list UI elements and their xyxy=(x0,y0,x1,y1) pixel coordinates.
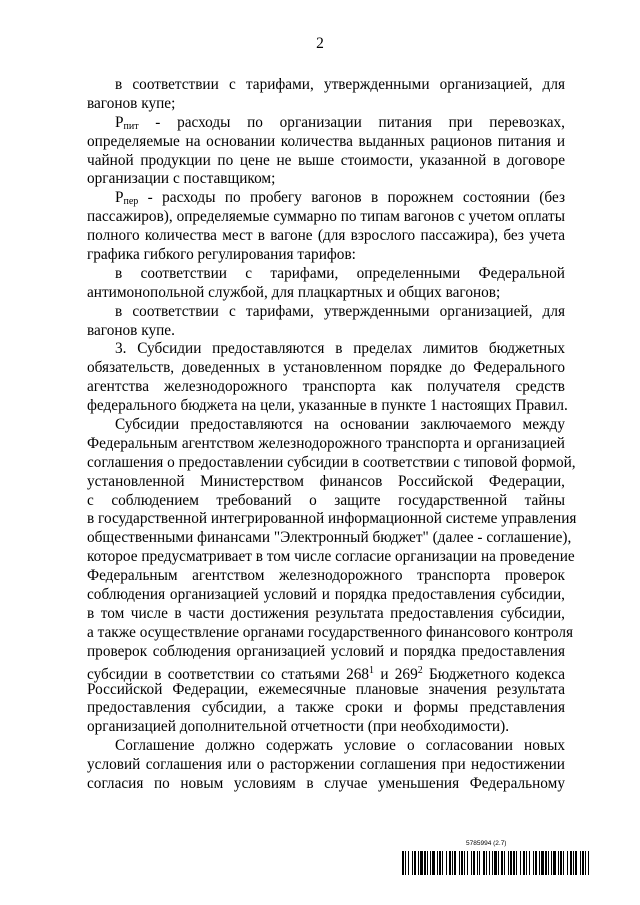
text-line: в соответствии с тарифами, утвержденными организацией, для xyxy=(115,76,565,93)
text-line: Рпер - расходы по пробегу вагонов в порожнем состоянии (без xyxy=(115,189,565,208)
text-line: организации с поставщиком; xyxy=(87,170,276,188)
text-line: а также осуществление органами государственного финансового контроля xyxy=(87,623,573,641)
text-line: обязательств, доведенных в установленном порядке до Федерального xyxy=(87,359,565,377)
text-line: общественными финансами "Электронный бюджет" (далее - соглашение), xyxy=(87,529,572,547)
text-line: Федеральным агентством железнодорожного транспорта проверок xyxy=(87,567,565,585)
text-line: чайной продукции по цене не выше стоимости, указанной в договоре xyxy=(87,151,565,169)
text-line: организацией дополнительной отчетности (при необходимости). xyxy=(87,718,510,736)
text-line: которое предусматривает в том числе согласие организации на проведение xyxy=(87,548,575,566)
text-line: Федеральным агентством железнодорожного транспорта и организацией xyxy=(87,434,565,452)
text-line: в соответствии с тарифами, утвержденными организацией, для xyxy=(115,302,565,320)
text-line: вагонов купе; xyxy=(87,94,176,112)
text-line: антимонопольной службой, для плацкартных и общих вагонов; xyxy=(87,283,501,301)
text-line: Субсидии предоставляются на основании заключаемого между xyxy=(115,416,565,434)
text-line: в соответствии с тарифами, определенными Федеральной xyxy=(115,264,565,282)
text-line: в том числе в части достижения результата предоставления субсидии, xyxy=(87,604,565,622)
page-number: 2 xyxy=(316,35,324,52)
text-line: полного количества мест в вагоне (для взрослого пассажира), без учета xyxy=(87,227,565,245)
symbol-p-pit: Рпит xyxy=(115,113,139,132)
text-line-statutes: субсидии в соответствии со статьями $268^1$ и $269^2$ Бюджетного кодекса xyxy=(87,664,565,683)
text-line: 3. Субсидии предоставляются в пределах лимитов бюджетных xyxy=(115,340,565,358)
symbol-p-per: Рпер xyxy=(115,189,139,208)
text-line: вагонов купе. xyxy=(87,321,175,339)
text-line: в государственной интегрированной информационной системе управления xyxy=(87,510,577,528)
barcode-image xyxy=(402,851,592,875)
text-line: графика гибкого регулирования тарифов: xyxy=(87,246,356,264)
text-line: проверок соблюдения организацией условий и порядка предоставления xyxy=(87,642,565,660)
document-code: 5785994 (2.7) xyxy=(466,840,507,847)
text-line: определяемые на основании количества выданных рационов питания и xyxy=(87,132,565,150)
text-line: согласия по новым условиям в случае уменьшения Федеральному xyxy=(87,774,565,792)
text-line: Соглашение должно содержать условие о согласовании новых xyxy=(115,737,565,755)
document-body xyxy=(87,76,577,794)
text-line: федерального бюджета на цели, указанные в пункте 1 настоящих Правил. xyxy=(87,397,568,415)
text-line: агентства железнодорожного транспорта как получателя средств xyxy=(87,378,565,396)
text-line: соблюдения организацией условий и порядка предоставления субсидии, xyxy=(87,586,565,604)
text-line: соглашения о предоставлении субсидии в соответствии с типовой формой, xyxy=(87,453,576,471)
text-line: Российской Федерации, ежемесячные плановые значения результата xyxy=(87,680,565,698)
text-line: предоставления субсидии, а также сроки и формы представления xyxy=(87,699,565,717)
text-line: пассажиров), определяемые суммарно по типам вагонов с учетом оплаты xyxy=(87,208,565,226)
text-line: установленной Министерством финансов Российской Федерации, xyxy=(87,472,565,490)
text-line: с соблюдением требований о защите государственной тайны xyxy=(87,491,565,509)
text-line: условий соглашения или о расторжении соглашения при недостижении xyxy=(87,756,565,774)
text-line: Рпит - расходы по организации питания при перевозках, xyxy=(115,113,565,132)
